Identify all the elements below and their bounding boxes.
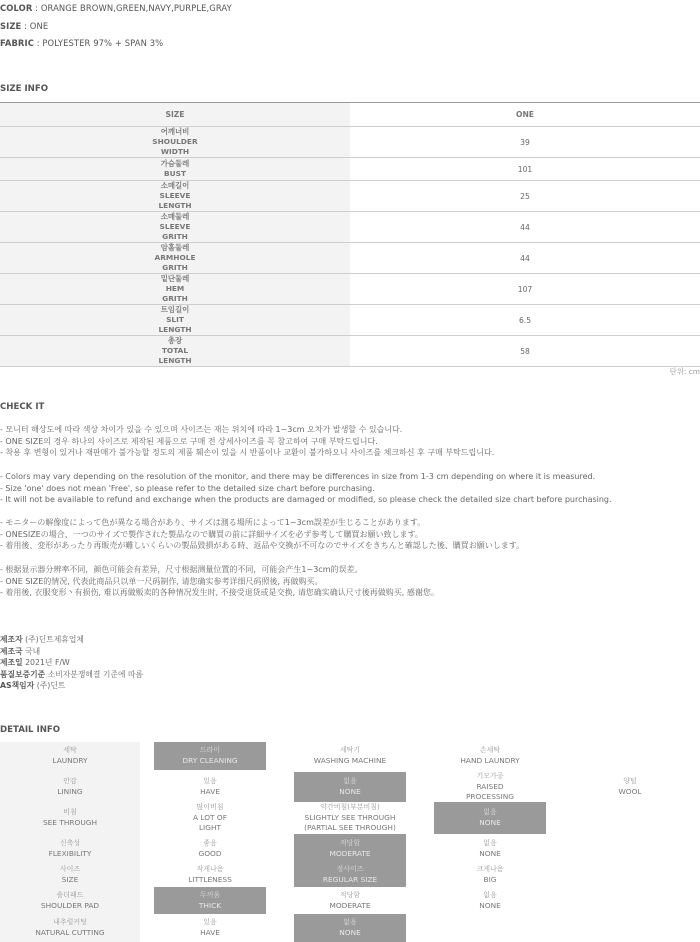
maker-line bbox=[0, 669, 143, 681]
detail-label-en: FLEXIBILITY bbox=[48, 848, 92, 858]
size-row-label bbox=[0, 274, 350, 304]
spec-value: POLYESTER 97% + SPAN 3% bbox=[42, 38, 164, 48]
detail-option-en: MODERATE bbox=[329, 900, 371, 910]
check-line: - ONE SIZE的情况, 代表此商品只以单一尺码制作, 请您确实参考详细尺码照後, 再做购买。 bbox=[0, 576, 323, 586]
detail-option-ko: 두꺼움 bbox=[199, 890, 221, 899]
spec-fabric: FABRIC : POLYESTER 97% + SPAN 3% bbox=[0, 38, 164, 48]
check-line: - 모니터 해상도에 따라 색상 차이가 있을 수 있으며 사이즈는 재는 위치에 따라 1~3cm 오차가 발생할 수 있습니다. bbox=[0, 425, 403, 434]
detail-label-en: NATURAL CUTTING bbox=[35, 928, 105, 937]
detail-option bbox=[434, 772, 546, 802]
detail-option-en: NONE bbox=[339, 787, 361, 796]
detail-option bbox=[294, 834, 406, 863]
size-row-value: 107 bbox=[517, 284, 533, 294]
detail-option-en: NONE bbox=[479, 900, 501, 910]
detail-option bbox=[294, 742, 406, 770]
detail-option-en: GOOD bbox=[198, 848, 222, 858]
size-label-en: GRITH bbox=[162, 294, 188, 303]
maker-label: 품질보증기준 bbox=[0, 669, 46, 679]
size-row-label bbox=[0, 181, 350, 211]
maker-line bbox=[0, 646, 143, 658]
maker-label: 제조국 bbox=[0, 646, 23, 656]
size-row bbox=[0, 243, 700, 274]
check-line: - ONESIZEの場合、一つのサイズで製作された製品なので購買の前に詳細サイズを必ず参考して購買お願い致します。 bbox=[0, 529, 423, 539]
detail-option-ko: 드라이 bbox=[199, 746, 221, 755]
detail-option-en: NONE bbox=[479, 818, 501, 827]
detail-option-en: BIG bbox=[483, 875, 497, 884]
detail-option-en: PROCESSING bbox=[465, 792, 515, 802]
maker-line bbox=[0, 657, 143, 669]
detail-option-en: WASHING MACHINE bbox=[313, 756, 387, 765]
size-table bbox=[0, 102, 700, 367]
size-row-label bbox=[0, 243, 350, 273]
detail-option-ko: 없음 bbox=[483, 890, 497, 899]
size-label-ko: 밑단둘레 bbox=[160, 274, 190, 283]
detail-option-en: HAND LAUNDRY bbox=[460, 756, 520, 765]
spec-label: SIZE bbox=[0, 21, 22, 31]
detail-option bbox=[154, 887, 266, 914]
detail-option-ko: 약간비침(부분비침) bbox=[320, 802, 380, 811]
spec-color: COLOR : ORANGE BROWN,GREEN,NAVY,PURPLE,GRAY bbox=[0, 3, 232, 13]
size-row bbox=[0, 274, 700, 305]
check-it-title: CHECK IT bbox=[0, 402, 45, 412]
detail-option bbox=[294, 887, 406, 914]
size-row-value: 44 bbox=[520, 253, 530, 263]
detail-option-ko: 적당함 bbox=[339, 890, 361, 899]
detail-option-ko: 있음 bbox=[203, 777, 217, 786]
detail-option-ko: 기모가공 bbox=[476, 771, 504, 780]
detail-option bbox=[294, 772, 406, 802]
unit-label: 단위: cm bbox=[669, 367, 700, 376]
detail-option bbox=[154, 834, 266, 863]
size-row-value: 25 bbox=[520, 191, 530, 201]
detail-option-ko: 좋음 bbox=[203, 838, 217, 847]
check-en-block bbox=[0, 471, 612, 506]
detail-option bbox=[294, 914, 406, 942]
size-row bbox=[0, 336, 700, 367]
spec-size: SIZE : ONE bbox=[0, 21, 49, 31]
detail-option-ko: 없음 bbox=[343, 777, 357, 786]
detail-row-label bbox=[14, 834, 126, 863]
detail-option-en: REGULAR SIZE bbox=[322, 875, 378, 884]
detail-option-en: WOOL bbox=[618, 787, 642, 796]
check-ja-block bbox=[0, 517, 524, 552]
size-header-value: ONE bbox=[516, 110, 534, 119]
check-line: - 根据显示器分辨率不同，颜色可能会有差异，尺寸根据测量位置的不同，可能会产生1~3cm的误差。 bbox=[0, 565, 363, 574]
detail-option-en: MODERATE bbox=[329, 848, 371, 858]
maker-line bbox=[0, 634, 143, 646]
size-label-ko: 암홀둘레 bbox=[160, 243, 190, 252]
size-row-label bbox=[0, 127, 350, 157]
size-label-en: BUST bbox=[164, 169, 186, 178]
detail-row-label bbox=[14, 887, 126, 914]
detail-option-en: HAVE bbox=[200, 928, 220, 937]
maker-value: (주)딘트제휴업체 bbox=[25, 635, 84, 644]
detail-option bbox=[434, 742, 546, 770]
size-label-en: ARMHOLE bbox=[154, 253, 196, 262]
maker-info bbox=[0, 634, 143, 692]
detail-option bbox=[154, 772, 266, 802]
size-label-en: LENGTH bbox=[158, 201, 192, 210]
detail-option bbox=[294, 802, 406, 834]
size-row-value: 101 bbox=[517, 164, 533, 174]
detail-option bbox=[154, 802, 266, 834]
size-label-ko: 어깨너비 bbox=[160, 127, 190, 136]
maker-value: (주)딘트 bbox=[36, 681, 66, 691]
size-label-en: SHOULDER bbox=[152, 137, 198, 146]
detail-option-ko: 적당함 bbox=[339, 838, 361, 847]
size-label-en: GRITH bbox=[162, 232, 188, 241]
check-line: - Size 'one' does not mean 'Free', so please refer to the detailed size chart before purchasing. bbox=[0, 483, 375, 493]
detail-option-en: THICK bbox=[198, 900, 222, 910]
detail-option-ko: 없음 bbox=[483, 838, 497, 847]
size-info-title: SIZE INFO bbox=[0, 84, 49, 94]
size-row-value: 58 bbox=[520, 346, 530, 356]
size-label-en: SLIT bbox=[166, 315, 184, 324]
spec-label: COLOR bbox=[0, 3, 33, 13]
detail-option-ko: 없음 bbox=[343, 918, 357, 927]
size-row bbox=[0, 158, 700, 181]
detail-option bbox=[434, 887, 546, 914]
size-table-header bbox=[0, 103, 700, 127]
size-row-value: 39 bbox=[520, 137, 530, 147]
detail-option-en: NONE bbox=[479, 848, 501, 858]
size-row bbox=[0, 127, 700, 158]
check-ko-block bbox=[0, 424, 494, 459]
detail-row-label bbox=[14, 863, 126, 887]
detail-label-en: SEE THROUGH bbox=[42, 818, 98, 827]
detail-option bbox=[434, 863, 546, 887]
spec-label: FABRIC bbox=[0, 38, 34, 48]
detail-label-ko: 숄더패드 bbox=[56, 890, 84, 899]
detail-grid bbox=[0, 742, 700, 942]
size-row-label bbox=[0, 305, 350, 335]
size-header-label: SIZE bbox=[0, 103, 350, 126]
detail-option-ko: 없음 bbox=[483, 808, 497, 817]
size-label-en: GRITH bbox=[162, 263, 188, 272]
detail-label-en: LINING bbox=[57, 787, 83, 796]
detail-label-ko: 안감 bbox=[63, 777, 77, 786]
size-row bbox=[0, 181, 700, 212]
size-label-ko: 소매길이 bbox=[160, 181, 190, 190]
detail-option bbox=[294, 863, 406, 887]
detail-option-en: (PARTIAL SEE THROUGH) bbox=[304, 823, 396, 833]
detail-label-ko: 사이즈 bbox=[59, 865, 81, 874]
size-label-en: HEM bbox=[165, 284, 185, 293]
check-line: - 着用後, 衣服变形丶有损伤, 难以再做贩卖的各种情况发生时, 不接受退货或是交换, 请您确实确认尺寸後再做购买, 感谢您。 bbox=[0, 588, 439, 598]
detail-row-label bbox=[14, 742, 126, 770]
detail-label-ko: 세탁 bbox=[63, 746, 77, 755]
check-line: - ONE SIZE의 경우 하나의 사이즈로 제작된 제품으로 구매 전 상세사이즈를 꼭 참고하여 구매 부탁드립니다. bbox=[0, 436, 378, 446]
size-label-en: SLEEVE bbox=[159, 191, 191, 200]
size-row-label bbox=[0, 212, 350, 242]
detail-row-label bbox=[14, 802, 126, 834]
detail-option-en: LITTLENESS bbox=[188, 875, 232, 884]
detail-option-en: HAVE bbox=[200, 787, 220, 796]
detail-info-title: DETAIL INFO bbox=[0, 725, 61, 735]
detail-label-ko: 내추럴커팅 bbox=[53, 918, 87, 927]
detail-label-ko: 비침 bbox=[63, 808, 77, 817]
detail-label-en: LAUNDRY bbox=[52, 756, 88, 765]
detail-option-ko: 크게나옴 bbox=[476, 865, 504, 874]
detail-option-ko: 세탁기 bbox=[339, 746, 361, 755]
detail-option-ko: 있음 bbox=[203, 918, 217, 927]
maker-label: 제조일 bbox=[0, 658, 23, 668]
size-label-ko: 가슴둘레 bbox=[160, 159, 190, 168]
size-label-en: TOTAL bbox=[161, 346, 189, 355]
maker-label: AS책임자 bbox=[0, 681, 35, 691]
detail-option bbox=[154, 863, 266, 887]
maker-value: 국내 bbox=[25, 646, 41, 656]
detail-option-en: SLIGHTLY SEE THROUGH bbox=[304, 812, 396, 822]
detail-option bbox=[154, 914, 266, 942]
check-line: - 착용 후 변형이 있거나 재판매가 불가능할 정도의 제품 훼손이 있을 시 반품이나 교환이 불가하오니 사이즈를 체크하신 후 구매 부탁드립니다. bbox=[0, 448, 495, 458]
detail-option-en: LIGHT bbox=[198, 823, 222, 833]
check-line: - 着用後、変形があったり再販売が難しいくらいの製品毀損がある時、返品や交換が不可なのでサイズをきちんと確認した後、購買お願いします。 bbox=[0, 541, 525, 551]
size-label-ko: 총장 bbox=[167, 336, 183, 345]
size-row-value: 6.5 bbox=[518, 315, 532, 325]
size-label-en: LENGTH bbox=[158, 325, 192, 334]
maker-value: 2021년 F/W bbox=[25, 658, 70, 668]
detail-label-en: SIZE bbox=[61, 875, 79, 884]
size-row-label bbox=[0, 158, 350, 180]
check-line: - Colors may vary depending on the resolution of the monitor, and there may be differences in size from 1-3 cm depending on where it is measured. bbox=[0, 472, 596, 481]
size-row-label bbox=[0, 336, 350, 366]
detail-label-en: SHOULDER PAD bbox=[40, 900, 100, 910]
spec-value: ORANGE BROWN,GREEN,NAVY,PURPLE,GRAY bbox=[40, 3, 232, 13]
size-row bbox=[0, 305, 700, 336]
detail-row-label bbox=[14, 772, 126, 802]
detail-option-en: DRY CLEANING bbox=[182, 756, 238, 765]
detail-option-ko: 많이비침 bbox=[196, 802, 224, 811]
detail-option-ko: 작게나옴 bbox=[196, 865, 224, 874]
size-label-en: WIDTH bbox=[160, 147, 190, 156]
detail-option-en: A LOT OF bbox=[192, 812, 227, 822]
detail-option-ko: 양털 bbox=[623, 777, 637, 786]
maker-line bbox=[0, 680, 143, 692]
size-label-ko: 트임길이 bbox=[160, 305, 190, 314]
detail-option-ko: 손세탁 bbox=[479, 746, 501, 755]
detail-option bbox=[434, 834, 546, 863]
size-label-ko: 소매둘레 bbox=[160, 212, 190, 221]
detail-option bbox=[154, 742, 266, 770]
maker-label: 제조자 bbox=[0, 635, 23, 644]
check-line: - It will not be available to refund and exchange when the products are damaged or modified, so please check the detailed size chart before purchasing. bbox=[0, 495, 612, 505]
size-label-en: LENGTH bbox=[158, 356, 192, 365]
size-row bbox=[0, 212, 700, 243]
detail-option-en: RAISED bbox=[476, 781, 504, 791]
detail-label-ko: 신축성 bbox=[59, 838, 81, 847]
detail-option bbox=[574, 772, 686, 802]
detail-option-ko: 정사이즈 bbox=[336, 865, 364, 874]
check-zh-block bbox=[0, 564, 439, 599]
detail-option-en: NONE bbox=[339, 928, 361, 937]
check-line: - モニターの解像度によって色が異なる場合があり、サイズは測る場所によって1~3cm誤差が生じることがあります。 bbox=[0, 518, 426, 527]
detail-option bbox=[434, 802, 546, 834]
maker-value: 소비자분쟁해결 기준에 따름 bbox=[47, 669, 144, 679]
detail-row-label bbox=[14, 914, 126, 942]
size-row-value: 44 bbox=[520, 222, 530, 232]
size-label-en: SLEEVE bbox=[159, 222, 191, 231]
spec-value: ONE bbox=[29, 21, 49, 31]
